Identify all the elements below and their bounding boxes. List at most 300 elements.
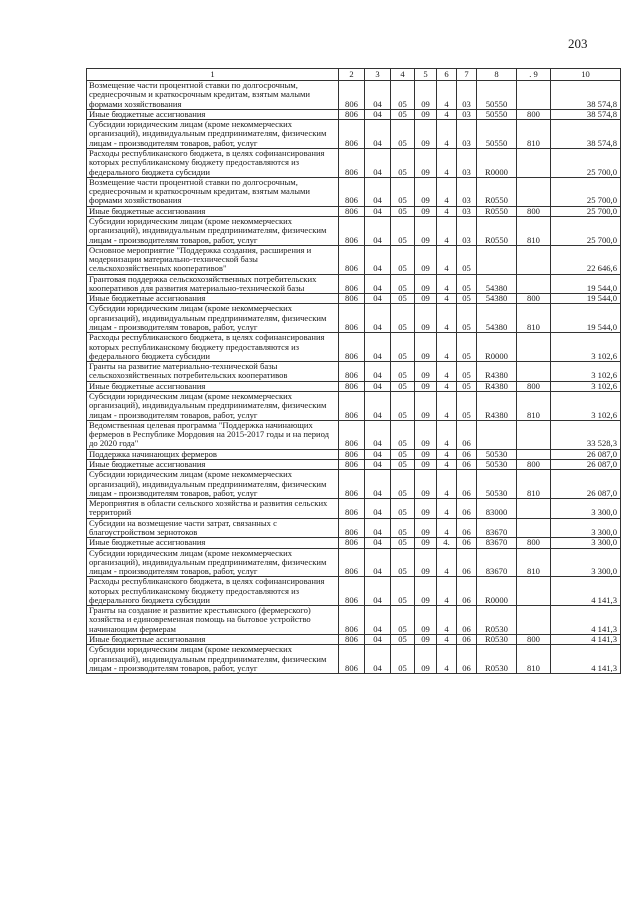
column-header: 4	[391, 69, 415, 81]
code-admin-cell: 806	[339, 333, 365, 362]
code-measure-cell: 05	[457, 245, 477, 274]
amount-cell: 3 102,6	[551, 381, 621, 391]
code-measure-cell: 06	[457, 635, 477, 645]
code-admin-cell: 806	[339, 606, 365, 635]
code-program-cell: 09	[415, 548, 437, 577]
amount-cell: 3 300,0	[551, 499, 621, 519]
row-name-cell: Иные бюджетные ассигнования	[87, 294, 339, 304]
code-program-cell: 09	[415, 449, 437, 459]
code-admin-cell: 806	[339, 645, 365, 674]
code-expense-type-cell: 810	[517, 392, 551, 421]
code-admin-cell: 806	[339, 148, 365, 177]
row-name-cell: Субсидии юридическим лицам (кроме некоммерческих организаций), индивидуальным предпринимателям, физическим лицам - производителям товаров, работ, услуг	[87, 216, 339, 245]
code-program-cell: 09	[415, 459, 437, 469]
code-program-cell: 09	[415, 381, 437, 391]
code-subprogram-cell: 4	[437, 420, 457, 449]
code-section-cell: 04	[365, 606, 391, 635]
code-subprogram-cell: 4	[437, 548, 457, 577]
amount-cell: 38 574,8	[551, 81, 621, 110]
code-measure-cell: 05	[457, 392, 477, 421]
table-row	[87, 245, 621, 274]
code-subsection-cell: 05	[391, 499, 415, 519]
code-subsection-cell: 05	[391, 148, 415, 177]
code-subprogram-cell: 4	[437, 606, 457, 635]
code-admin-cell: 806	[339, 274, 365, 294]
code-subsection-cell: 05	[391, 392, 415, 421]
code-section-cell: 04	[365, 459, 391, 469]
code-section-cell: 04	[365, 304, 391, 333]
code-direction-cell: R0530	[477, 635, 517, 645]
row-name-cell: Мероприятия в области сельского хозяйства и развития сельских территорий	[87, 499, 339, 519]
code-subprogram-cell: 4	[437, 81, 457, 110]
code-admin-cell: 806	[339, 499, 365, 519]
row-name-cell: Иные бюджетные ассигнования	[87, 109, 339, 119]
code-section-cell: 04	[365, 120, 391, 149]
code-program-cell: 09	[415, 577, 437, 606]
code-subprogram-cell: 4	[437, 577, 457, 606]
code-subsection-cell: 05	[391, 470, 415, 499]
budget-table	[86, 68, 621, 674]
code-section-cell: 04	[365, 470, 391, 499]
code-subprogram-cell: 4	[437, 645, 457, 674]
code-program-cell: 09	[415, 392, 437, 421]
code-subprogram-cell: 4	[437, 206, 457, 216]
code-subsection-cell: 05	[391, 81, 415, 110]
table-row	[87, 304, 621, 333]
code-admin-cell: 806	[339, 109, 365, 119]
code-subsection-cell: 05	[391, 449, 415, 459]
code-measure-cell: 06	[457, 538, 477, 548]
code-program-cell: 09	[415, 635, 437, 645]
code-section-cell: 04	[365, 362, 391, 382]
code-expense-type-cell	[517, 81, 551, 110]
table-row	[87, 606, 621, 635]
code-section-cell: 04	[365, 206, 391, 216]
amount-cell: 3 300,0	[551, 548, 621, 577]
code-subsection-cell: 05	[391, 381, 415, 391]
code-direction-cell: R0550	[477, 177, 517, 206]
code-section-cell: 04	[365, 538, 391, 548]
table-row	[87, 499, 621, 519]
code-section-cell: 04	[365, 577, 391, 606]
code-expense-type-cell	[517, 245, 551, 274]
code-admin-cell: 806	[339, 449, 365, 459]
code-admin-cell: 806	[339, 635, 365, 645]
code-program-cell: 09	[415, 216, 437, 245]
code-admin-cell: 806	[339, 120, 365, 149]
code-direction-cell: 83000	[477, 499, 517, 519]
code-admin-cell: 806	[339, 577, 365, 606]
code-direction-cell: R0000	[477, 577, 517, 606]
code-measure-cell: 06	[457, 420, 477, 449]
amount-cell: 33 528,3	[551, 420, 621, 449]
code-measure-cell: 05	[457, 274, 477, 294]
code-admin-cell: 806	[339, 518, 365, 538]
table-row	[87, 274, 621, 294]
code-program-cell: 09	[415, 470, 437, 499]
code-section-cell: 04	[365, 294, 391, 304]
code-program-cell: 09	[415, 645, 437, 674]
code-admin-cell: 806	[339, 381, 365, 391]
amount-cell: 3 102,6	[551, 392, 621, 421]
code-section-cell: 04	[365, 645, 391, 674]
code-measure-cell: 06	[457, 449, 477, 459]
row-name-cell: Субсидии юридическим лицам (кроме некоммерческих организаций), индивидуальным предпринимателям, физическим лицам - производителям товаров, работ, услуг	[87, 120, 339, 149]
amount-cell: 4 141,3	[551, 606, 621, 635]
code-direction-cell: 50550	[477, 81, 517, 110]
code-expense-type-cell	[517, 420, 551, 449]
amount-cell: 25 700,0	[551, 177, 621, 206]
code-program-cell: 09	[415, 420, 437, 449]
code-measure-cell: 03	[457, 81, 477, 110]
amount-cell: 3 102,6	[551, 362, 621, 382]
row-name-cell: Иные бюджетные ассигнования	[87, 206, 339, 216]
code-direction-cell: 83670	[477, 538, 517, 548]
code-expense-type-cell: 810	[517, 216, 551, 245]
code-section-cell: 04	[365, 245, 391, 274]
row-name-cell: Гранты на развитие материально-технической базы сельскохозяйственных потребительских кооперативов	[87, 362, 339, 382]
code-subprogram-cell: 4	[437, 120, 457, 149]
amount-cell: 19 544,0	[551, 304, 621, 333]
table-row	[87, 81, 621, 110]
amount-cell: 4 141,3	[551, 645, 621, 674]
row-name-cell: Возмещение части процентной ставки по долгосрочным, среднесрочным и краткосрочным кредитам, взятым малыми формами хозяйствования	[87, 81, 339, 110]
code-expense-type-cell	[517, 499, 551, 519]
code-subprogram-cell: 4	[437, 499, 457, 519]
header-row	[87, 69, 621, 81]
code-subsection-cell: 05	[391, 548, 415, 577]
code-section-cell: 04	[365, 381, 391, 391]
amount-cell: 22 646,6	[551, 245, 621, 274]
amount-cell: 19 544,0	[551, 294, 621, 304]
table-row	[87, 333, 621, 362]
amount-cell: 26 087,0	[551, 449, 621, 459]
code-program-cell: 09	[415, 206, 437, 216]
code-direction-cell: R0000	[477, 333, 517, 362]
code-measure-cell: 03	[457, 120, 477, 149]
code-subsection-cell: 05	[391, 216, 415, 245]
code-admin-cell: 806	[339, 420, 365, 449]
page-number: 203	[568, 36, 588, 51]
code-subsection-cell: 05	[391, 459, 415, 469]
table-row	[87, 392, 621, 421]
table-row	[87, 362, 621, 382]
code-direction-cell: R4380	[477, 392, 517, 421]
amount-cell: 25 700,0	[551, 148, 621, 177]
code-expense-type-cell	[517, 606, 551, 635]
table-row	[87, 109, 621, 119]
code-direction-cell: 50550	[477, 120, 517, 149]
row-name-cell: Субсидии юридическим лицам (кроме некоммерческих организаций), индивидуальным предпринимателям, физическим лицам - производителям товаров, работ, услуг	[87, 392, 339, 421]
code-subprogram-cell: 4	[437, 294, 457, 304]
table-row	[87, 635, 621, 645]
code-direction-cell: 83670	[477, 518, 517, 538]
code-direction-cell: 83670	[477, 548, 517, 577]
code-subprogram-cell: 4.	[437, 538, 457, 548]
code-admin-cell: 806	[339, 294, 365, 304]
code-measure-cell: 06	[457, 606, 477, 635]
code-direction-cell: 50530	[477, 459, 517, 469]
code-program-cell: 09	[415, 245, 437, 274]
code-measure-cell: 03	[457, 206, 477, 216]
code-subprogram-cell: 4	[437, 392, 457, 421]
code-subsection-cell: 05	[391, 518, 415, 538]
code-subsection-cell: 05	[391, 420, 415, 449]
code-program-cell: 09	[415, 177, 437, 206]
code-measure-cell: 06	[457, 470, 477, 499]
column-header: 7	[457, 69, 477, 81]
code-program-cell: 09	[415, 294, 437, 304]
column-header: 5	[415, 69, 437, 81]
amount-cell: 4 141,3	[551, 577, 621, 606]
code-expense-type-cell	[517, 148, 551, 177]
code-section-cell: 04	[365, 216, 391, 245]
code-measure-cell: 05	[457, 381, 477, 391]
table-row	[87, 206, 621, 216]
table-row	[87, 518, 621, 538]
row-name-cell: Иные бюджетные ассигнования	[87, 459, 339, 469]
table-row	[87, 645, 621, 674]
amount-cell: 26 087,0	[551, 470, 621, 499]
code-direction-cell: 54380	[477, 274, 517, 294]
code-expense-type-cell	[517, 274, 551, 294]
code-program-cell: 09	[415, 538, 437, 548]
code-measure-cell: 03	[457, 109, 477, 119]
code-measure-cell: 03	[457, 177, 477, 206]
code-subsection-cell: 05	[391, 304, 415, 333]
row-name-cell: Поддержка начинающих фермеров	[87, 449, 339, 459]
amount-cell: 4 141,3	[551, 635, 621, 645]
code-subprogram-cell: 4	[437, 148, 457, 177]
code-expense-type-cell: 810	[517, 120, 551, 149]
code-subsection-cell: 05	[391, 606, 415, 635]
code-subprogram-cell: 4	[437, 245, 457, 274]
row-name-cell: Возмещение части процентной ставки по долгосрочным, среднесрочным и краткосрочным кредитам, взятым малыми формами хозяйствования	[87, 177, 339, 206]
row-name-cell: Субсидии юридическим лицам (кроме некоммерческих организаций), индивидуальным предпринимателям, физическим лицам - производителям товаров, работ, услуг	[87, 645, 339, 674]
row-name-cell: Грантовая поддержка сельскохозяйственных потребительских кооперативов для развития материально-технической базы	[87, 274, 339, 294]
table-row	[87, 459, 621, 469]
row-name-cell: Иные бюджетные ассигнования	[87, 635, 339, 645]
code-measure-cell: 03	[457, 148, 477, 177]
code-expense-type-cell: 800	[517, 206, 551, 216]
code-section-cell: 04	[365, 499, 391, 519]
table-row	[87, 538, 621, 548]
code-measure-cell: 06	[457, 459, 477, 469]
code-subprogram-cell: 4	[437, 304, 457, 333]
row-name-cell: Субсидии на возмещение части затрат, связанных с благоустройством зернотоков	[87, 518, 339, 538]
column-header: . 9	[517, 69, 551, 81]
code-expense-type-cell: 810	[517, 645, 551, 674]
code-measure-cell: 06	[457, 577, 477, 606]
code-section-cell: 04	[365, 449, 391, 459]
code-section-cell: 04	[365, 392, 391, 421]
code-subprogram-cell: 4	[437, 362, 457, 382]
row-name-cell: Субсидии юридическим лицам (кроме некоммерческих организаций), индивидуальным предпринимателям, физическим лицам - производителям товаров, работ, услуг	[87, 304, 339, 333]
code-expense-type-cell: 800	[517, 538, 551, 548]
column-header: 2	[339, 69, 365, 81]
code-section-cell: 04	[365, 274, 391, 294]
code-expense-type-cell: 810	[517, 548, 551, 577]
amount-cell: 19 544,0	[551, 274, 621, 294]
code-expense-type-cell	[517, 449, 551, 459]
amount-cell: 3 300,0	[551, 538, 621, 548]
code-subsection-cell: 05	[391, 120, 415, 149]
code-subsection-cell: 05	[391, 177, 415, 206]
code-program-cell: 09	[415, 304, 437, 333]
code-admin-cell: 806	[339, 245, 365, 274]
code-program-cell: 09	[415, 333, 437, 362]
table-row	[87, 177, 621, 206]
code-admin-cell: 806	[339, 392, 365, 421]
code-expense-type-cell	[517, 518, 551, 538]
code-subsection-cell: 05	[391, 274, 415, 294]
column-header: 8	[477, 69, 517, 81]
table-row	[87, 216, 621, 245]
code-expense-type-cell: 800	[517, 459, 551, 469]
code-direction-cell: 50530	[477, 470, 517, 499]
row-name-cell: Субсидии юридическим лицам (кроме некоммерческих организаций), индивидуальным предпринимателям, физическим лицам - производителям товаров, работ, услуг	[87, 548, 339, 577]
code-expense-type-cell: 800	[517, 635, 551, 645]
column-header: 10	[551, 69, 621, 81]
code-measure-cell: 06	[457, 499, 477, 519]
code-direction-cell	[477, 245, 517, 274]
amount-cell: 25 700,0	[551, 206, 621, 216]
code-expense-type-cell: 810	[517, 304, 551, 333]
code-direction-cell: R4380	[477, 381, 517, 391]
code-admin-cell: 806	[339, 470, 365, 499]
code-direction-cell: 54380	[477, 294, 517, 304]
code-expense-type-cell	[517, 333, 551, 362]
code-measure-cell: 06	[457, 518, 477, 538]
column-header: 6	[437, 69, 457, 81]
code-direction-cell: R0530	[477, 606, 517, 635]
code-subprogram-cell: 4	[437, 274, 457, 294]
code-expense-type-cell: 800	[517, 109, 551, 119]
code-subsection-cell: 05	[391, 362, 415, 382]
row-name-cell: Расходы республиканского бюджета, в целях софинансирования которых республиканскому бюджету предоставляются из федерального бюджета субсидии	[87, 333, 339, 362]
code-direction-cell: R4380	[477, 362, 517, 382]
code-subsection-cell: 05	[391, 294, 415, 304]
code-subsection-cell: 05	[391, 245, 415, 274]
code-direction-cell: 50550	[477, 109, 517, 119]
row-name-cell: Иные бюджетные ассигнования	[87, 381, 339, 391]
code-expense-type-cell: 800	[517, 294, 551, 304]
code-subprogram-cell: 4	[437, 333, 457, 362]
code-subprogram-cell: 4	[437, 381, 457, 391]
code-section-cell: 04	[365, 333, 391, 362]
code-subprogram-cell: 4	[437, 470, 457, 499]
table-row	[87, 120, 621, 149]
code-subprogram-cell: 4	[437, 177, 457, 206]
code-subprogram-cell: 4	[437, 216, 457, 245]
code-measure-cell: 06	[457, 548, 477, 577]
code-measure-cell: 05	[457, 304, 477, 333]
code-expense-type-cell	[517, 362, 551, 382]
code-section-cell: 04	[365, 518, 391, 538]
code-program-cell: 09	[415, 606, 437, 635]
column-header: 3	[365, 69, 391, 81]
amount-cell: 25 700,0	[551, 216, 621, 245]
code-section-cell: 04	[365, 635, 391, 645]
code-subsection-cell: 05	[391, 645, 415, 674]
amount-cell: 26 087,0	[551, 459, 621, 469]
code-direction-cell: 54380	[477, 304, 517, 333]
table-row	[87, 294, 621, 304]
code-admin-cell: 806	[339, 216, 365, 245]
code-admin-cell: 806	[339, 362, 365, 382]
table-row	[87, 449, 621, 459]
row-name-cell: Иные бюджетные ассигнования	[87, 538, 339, 548]
code-measure-cell: 05	[457, 294, 477, 304]
code-expense-type-cell: 800	[517, 381, 551, 391]
code-admin-cell: 806	[339, 538, 365, 548]
code-subprogram-cell: 4	[437, 518, 457, 538]
code-measure-cell: 05	[457, 362, 477, 382]
table-row	[87, 148, 621, 177]
code-direction-cell: 50530	[477, 449, 517, 459]
code-subsection-cell: 05	[391, 635, 415, 645]
amount-cell: 38 574,8	[551, 109, 621, 119]
code-program-cell: 09	[415, 148, 437, 177]
code-subprogram-cell: 4	[437, 109, 457, 119]
code-direction-cell: R0550	[477, 206, 517, 216]
code-direction-cell: R0530	[477, 645, 517, 674]
code-subsection-cell: 05	[391, 333, 415, 362]
code-program-cell: 09	[415, 362, 437, 382]
code-program-cell: 09	[415, 274, 437, 294]
code-subprogram-cell: 4	[437, 635, 457, 645]
code-admin-cell: 806	[339, 459, 365, 469]
code-expense-type-cell	[517, 577, 551, 606]
code-subsection-cell: 05	[391, 577, 415, 606]
code-measure-cell: 03	[457, 216, 477, 245]
code-section-cell: 04	[365, 548, 391, 577]
code-admin-cell: 806	[339, 304, 365, 333]
code-measure-cell: 06	[457, 645, 477, 674]
code-admin-cell: 806	[339, 206, 365, 216]
row-name-cell: Расходы республиканского бюджета, в целях софинансирования которых республиканскому бюджету предоставляются из федерального бюджета субсидии	[87, 148, 339, 177]
code-program-cell: 09	[415, 120, 437, 149]
code-program-cell: 09	[415, 499, 437, 519]
amount-cell: 3 300,0	[551, 518, 621, 538]
code-section-cell: 04	[365, 81, 391, 110]
code-subprogram-cell: 4	[437, 459, 457, 469]
code-direction-cell	[477, 420, 517, 449]
code-section-cell: 04	[365, 109, 391, 119]
row-name-cell: Ведомственная целевая программа "Поддержка начинающих фермеров в Республике Мордовия на 2015-2017 годы и на период до 2020 года"	[87, 420, 339, 449]
code-direction-cell: R0000	[477, 148, 517, 177]
table-row	[87, 577, 621, 606]
code-subsection-cell: 05	[391, 109, 415, 119]
code-admin-cell: 806	[339, 177, 365, 206]
code-program-cell: 09	[415, 518, 437, 538]
table-row	[87, 548, 621, 577]
row-name-cell: Субсидии юридическим лицам (кроме некоммерческих организаций), индивидуальным предпринимателям, физическим лицам - производителям товаров, работ, услуг	[87, 470, 339, 499]
row-name-cell: Гранты на создание и развитие крестьянского (фермерского) хозяйства и единовременная помощь на бытовое устройство начинающим фермерам	[87, 606, 339, 635]
code-direction-cell: R0550	[477, 216, 517, 245]
code-program-cell: 09	[415, 109, 437, 119]
row-name-cell: Основное мероприятие "Поддержка создания, расширения и модернизации материально-технической базы сельскохозяйственных кооперативов"	[87, 245, 339, 274]
code-section-cell: 04	[365, 177, 391, 206]
code-measure-cell: 05	[457, 333, 477, 362]
code-subsection-cell: 05	[391, 538, 415, 548]
code-expense-type-cell: 810	[517, 470, 551, 499]
code-admin-cell: 806	[339, 548, 365, 577]
code-admin-cell: 806	[339, 81, 365, 110]
code-program-cell: 09	[415, 81, 437, 110]
code-section-cell: 04	[365, 420, 391, 449]
amount-cell: 3 102,6	[551, 333, 621, 362]
